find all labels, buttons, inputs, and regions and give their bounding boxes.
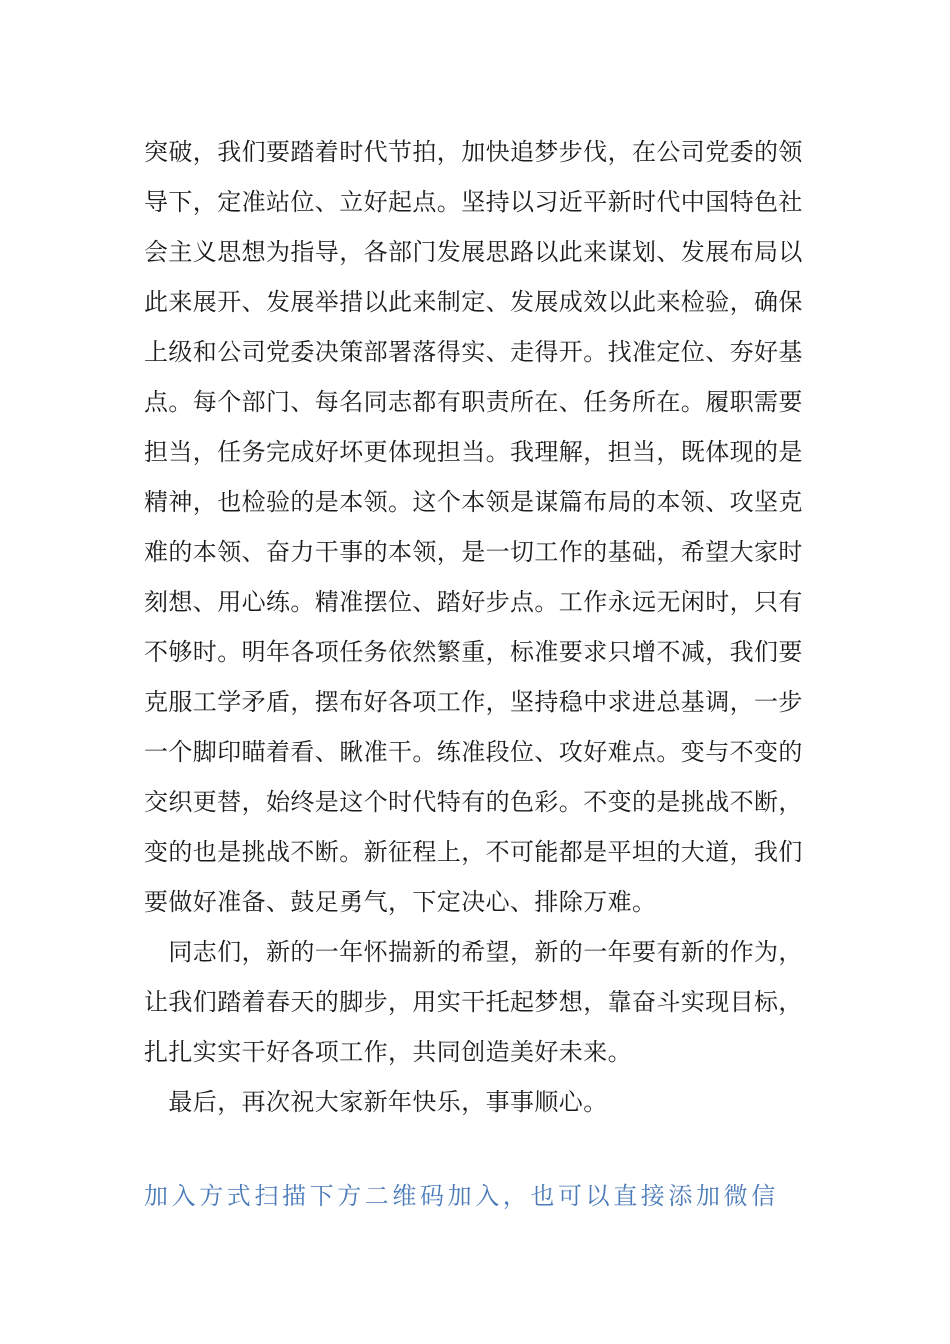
body-line: 让我们踏着春天的脚步，用实干托起梦想，靠奋斗实现目标， [144, 988, 803, 1016]
body-line: 点。每个部门、每名同志都有职责所在、任务所在。履职需要 [144, 388, 803, 416]
body-line: 会主义思想为指导，各部门发展思路以此来谋划、发展布局以 [144, 238, 803, 266]
body-line: 精神，也检验的是本领。这个本领是谋篇布局的本领、攻坚克 [144, 488, 803, 516]
join-instruction: 加入方式扫描下方二维码加入，也可以直接添加微信 [144, 1182, 779, 1210]
body-line: 克服工学矛盾，摆布好各项工作，坚持稳中求进总基调，一步 [144, 688, 803, 716]
body-line: 担当，任务完成好坏更体现担当。我理解，担当，既体现的是 [144, 438, 803, 466]
body-line: 突破，我们要踏着时代节拍，加快追梦步伐，在公司党委的领 [144, 138, 803, 166]
body-line: 刻想、用心练。精准摆位、踏好步点。工作永远无闲时，只有 [144, 588, 803, 616]
body-line: 难的本领、奋力干事的本领，是一切工作的基础，希望大家时 [144, 538, 803, 566]
body-line: 一个脚印瞄着看、瞅准干。练准段位、攻好难点。变与不变的 [144, 738, 803, 766]
body-line: 最后，再次祝大家新年快乐，事事顺心。 [144, 1088, 608, 1116]
body-line: 要做好准备、鼓足勇气，下定决心、排除万难。 [144, 888, 657, 916]
body-line: 不够时。明年各项任务依然繁重，标准要求只增不减，我们要 [144, 638, 803, 666]
body-line: 变的也是挑战不断。新征程上，不可能都是平坦的大道，我们 [144, 838, 803, 866]
body-line: 扎扎实实干好各项工作，共同创造美好未来。 [144, 1038, 632, 1066]
body-line: 交织更替，始终是这个时代特有的色彩。不变的是挑战不断， [144, 788, 803, 816]
body-line: 导下，定准站位、立好起点。坚持以习近平新时代中国特色社 [144, 188, 803, 216]
body-line: 此来展开、发展举措以此来制定、发展成效以此来检验，确保 [144, 288, 803, 316]
body-line: 同志们，新的一年怀揣新的希望，新的一年要有新的作为， [144, 938, 803, 966]
body-line: 上级和公司党委决策部署落得实、走得开。找准定位、夯好基 [144, 338, 803, 366]
